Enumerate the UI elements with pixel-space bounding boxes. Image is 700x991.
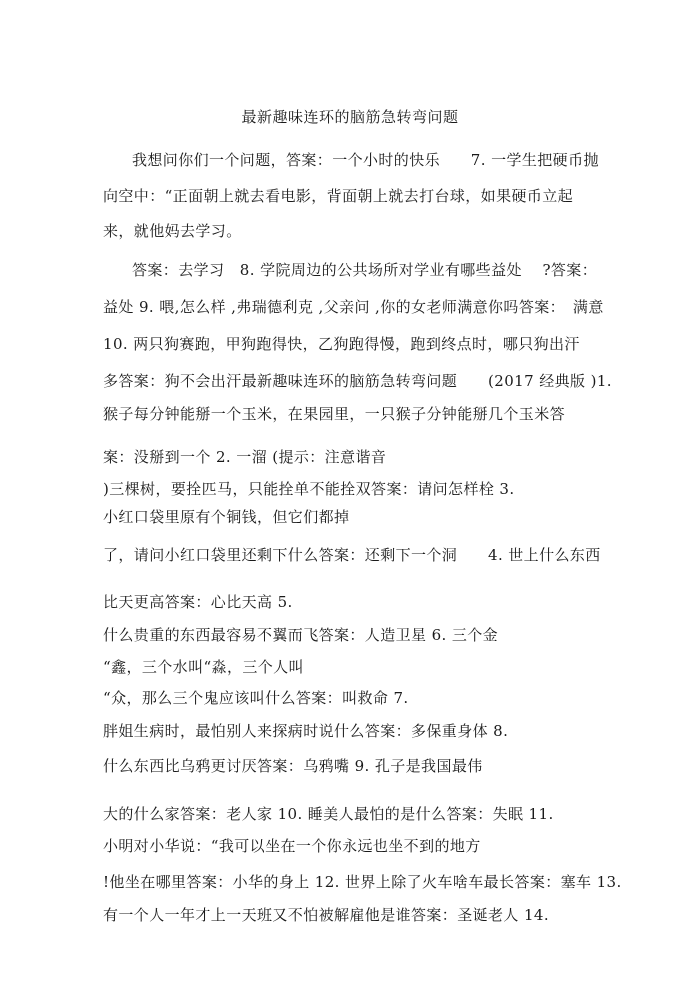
text-line: 比天更高答案：心比天高 5. xyxy=(103,593,293,611)
text-line: 10. 两只狗赛跑，甲狗跑得快，乙狗跑得慢，跑到终点时，哪只狗出汗 xyxy=(103,335,580,353)
text-line: 小红口袋里原有个铜钱，但它们都掉 xyxy=(103,508,350,526)
text-line: “众，那么三个鬼应该叫什么答案：叫救命 7. xyxy=(103,689,409,707)
text-line: 有一个人一年才上一天班又不怕被解雇他是谁答案：圣诞老人 14. xyxy=(103,906,550,924)
text-line: !他坐在哪里答案：小华的身上 12. 世界上除了火车啥车最长答案：塞车 13. xyxy=(103,873,622,891)
text-line: 答案：去学习 8. 学院周边的公共场所对学业有哪些益处 ?答案： xyxy=(132,261,598,279)
text-line: 来，就他妈去学习。 xyxy=(103,222,242,240)
text-line: 什么东西比乌鸦更讨厌答案：乌鸦嘴 9. 孔子是我国最伟 xyxy=(103,757,483,775)
text-line: 向空中：“正面朝上就去看电影，背面朝上就去打台球，如果硬币立起 xyxy=(103,187,574,205)
text-line: 益处 9. 喂,怎么样 ,弗瑞德利克 ,父亲问 ,你的女老师满意你吗答案： 满意 xyxy=(103,298,604,316)
text-line: 大的什么家答案：老人家 10. 睡美人最怕的是什么答案：失眠 11. xyxy=(103,805,554,823)
text-line: )三棵树，要拴匹马，只能拴单不能拴双答案：请问怎样栓 3. xyxy=(103,480,515,498)
text-line: 猴子每分钟能掰一个玉米，在果园里，一只猴子分钟能掰几个玉米答 xyxy=(103,405,566,423)
text-line: 小明对小华说：“我可以坐在一个你永远也坐不到的地方 xyxy=(103,837,481,855)
text-line: 案：没掰到一个 2. 一溜 (提示：注意谐音 xyxy=(103,448,387,466)
text-line: 我想问你们一个问题，答案：一个小时的快乐 7. 一学生把硬币抛 xyxy=(132,151,599,169)
text-line: 什么贵重的东西最容易不翼而飞答案：人造卫星 6. 三个金 xyxy=(103,626,499,644)
text-line: “鑫，三个水叫“淼，三个人叫 xyxy=(103,658,304,676)
text-line: 多答案：狗不会出汗最新趣味连环的脑筋急转弯问题 (2017 经典版 )1. xyxy=(103,372,612,390)
text-line: 了，请问小红口袋里还剩下什么答案：还剩下一个洞 4. 世上什么东西 xyxy=(103,546,601,564)
text-line: 胖姐生病时，最怕别人来探病时说什么答案：多保重身体 8. xyxy=(103,722,509,740)
document-title: 最新趣味连环的脑筋急转弯问题 xyxy=(241,108,459,126)
